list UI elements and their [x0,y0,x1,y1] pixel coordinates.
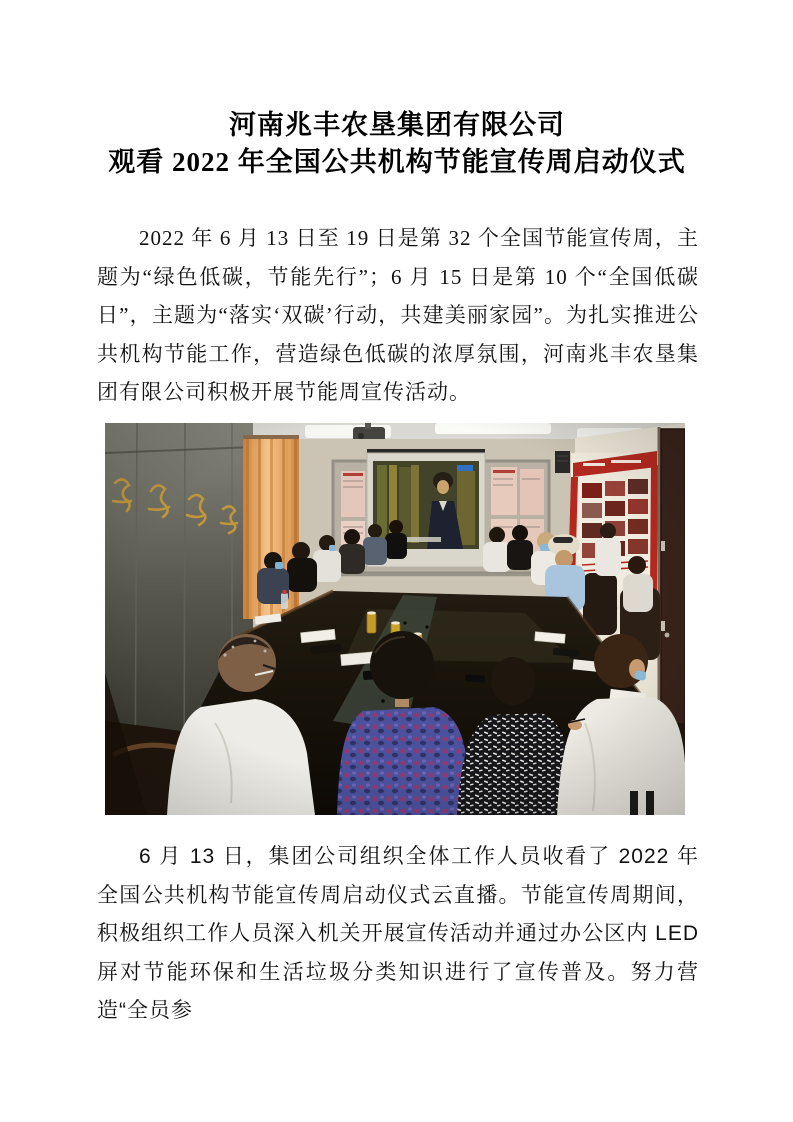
document-title [97,107,697,181]
photo-vignette [105,423,685,815]
meeting-photo-illustration [105,423,685,815]
meeting-photo [105,423,685,815]
paragraph-activity: 6 月 13 日，集团公司组织全体工作人员收看了 2022 年全国公共机构节能宣传周启动仪式云直播。节能宣传周期间，积极组织工作人员深入机关开展宣传活动并通过办公区内 LED 屏对节能环保和生活垃圾分类知识进行了宣传普及。努力营造“全员参 [97,845,699,1022]
paragraph-intro: 2022 年 6 月 13 日至 19 日是第 32 个全国节能宣传周，主题为“绿色低碳，节能先行”；6 月 15 日是第 10 个“全国低碳日”，主题为“落实‘双碳’行动，共建美丽家园”。为扎实推进公共机构节能工作，营造绿色低碳的浓厚氛围，河南兆丰农垦集团有限公司积极开展节能周宣传活动。 [97,226,699,404]
title-line-1: 河南兆丰农垦集团有限公司 [229,110,565,140]
title-line-2: 观看 2022 年全国公共机构节能宣传周启动仪式 [108,147,686,177]
